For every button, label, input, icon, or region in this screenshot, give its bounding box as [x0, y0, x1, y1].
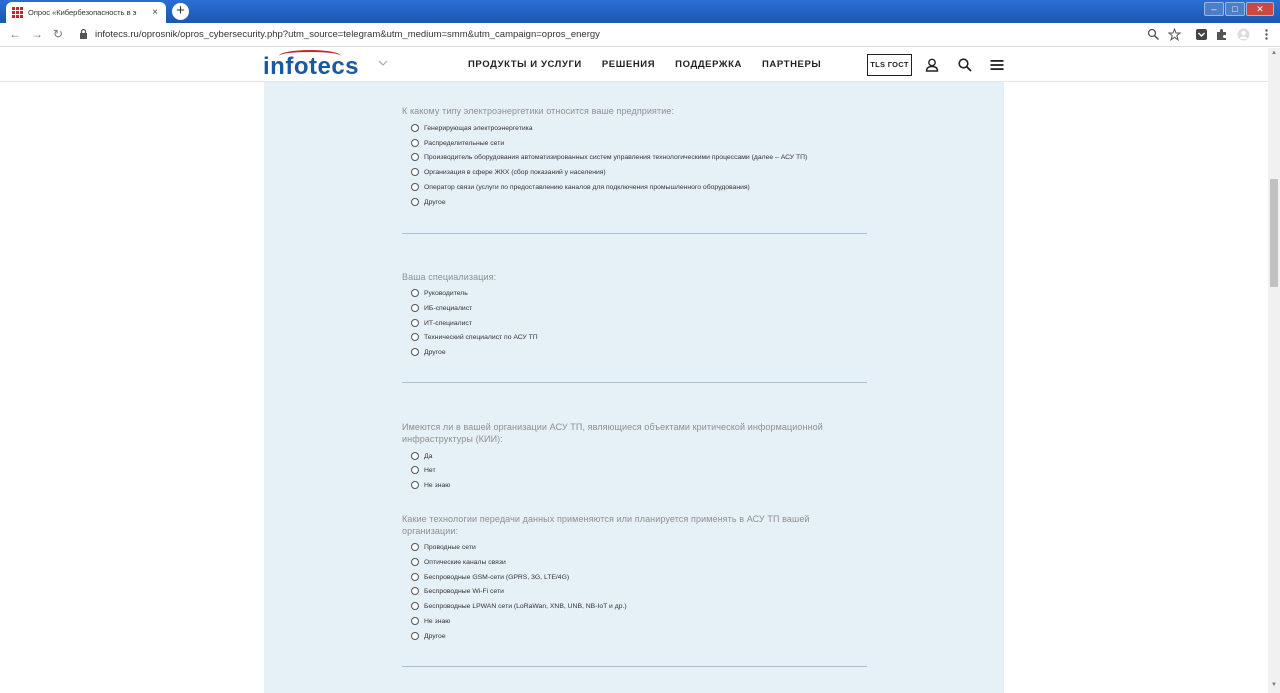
option-row[interactable]: [411, 289, 468, 297]
option-label: Не знаю: [424, 481, 451, 489]
option-label: Распределительные сети: [424, 139, 505, 147]
main-nav: [468, 59, 821, 70]
browser-toolbar: [0, 23, 1280, 47]
radio-button[interactable]: [411, 333, 419, 341]
radio-button[interactable]: [411, 348, 419, 356]
radio-button[interactable]: [411, 543, 419, 551]
section-divider: [402, 233, 867, 234]
question-enterprise-type: К какому типу электроэнергетики относится ваше предприятие:: [402, 106, 675, 116]
option-row[interactable]: [411, 587, 504, 595]
lock-icon[interactable]: [79, 29, 88, 39]
option-label: Другое: [424, 348, 446, 356]
user-account-icon[interactable]: [924, 57, 940, 73]
nav-item-solutions[interactable]: РЕШЕНИЯ: [601, 59, 656, 70]
nav-item-partners[interactable]: ПАРТНЕРЫ: [761, 59, 822, 70]
option-label: Технический специалист по АСУ ТП: [424, 333, 538, 341]
option-row[interactable]: [411, 124, 533, 132]
page-scrollbar[interactable]: [1268, 48, 1280, 693]
radio-button[interactable]: [411, 617, 419, 625]
option-row[interactable]: [411, 348, 446, 356]
radio-button[interactable]: [411, 602, 419, 610]
radio-button[interactable]: [411, 319, 419, 327]
profile-avatar-icon[interactable]: [1237, 28, 1250, 41]
radio-button[interactable]: [411, 452, 419, 460]
section-divider: [402, 382, 867, 383]
radio-button[interactable]: [411, 304, 419, 312]
option-row[interactable]: [411, 304, 472, 312]
option-label: Другое: [424, 632, 446, 640]
nav-item-products[interactable]: ПРОДУКТЫ И УСЛУГИ: [468, 59, 582, 70]
option-row[interactable]: [411, 466, 436, 474]
option-row[interactable]: [411, 602, 627, 610]
radio-button[interactable]: [411, 573, 419, 581]
scroll-up-icon[interactable]: ▲: [1271, 50, 1277, 56]
nav-item-support[interactable]: ПОДДЕРЖКА: [675, 59, 742, 70]
zoom-icon[interactable]: [1147, 28, 1160, 41]
address-bar[interactable]: infotecs.ru/oprosnik/opros_cybersecurity.php?utm_source=telegram&utm_medium=smm&utm_campaign=opros_energy: [95, 29, 600, 40]
radio-button[interactable]: [411, 466, 419, 474]
question-line: Имеются ли в вашей организации АСУ ТП, являющиеся объектами критической информационной: [402, 422, 823, 432]
browser-menu-icon[interactable]: [1260, 28, 1273, 41]
option-row[interactable]: [411, 573, 569, 581]
radio-button[interactable]: [411, 153, 419, 161]
forward-button[interactable]: →: [31, 27, 43, 41]
option-label: Другое: [424, 198, 446, 206]
scrollbar-thumb[interactable]: [1270, 179, 1278, 287]
option-row[interactable]: [411, 452, 432, 460]
hamburger-menu-icon[interactable]: [989, 57, 1005, 73]
question-line: инфраструктуры (КИИ):: [402, 434, 503, 444]
extension-pocket-icon[interactable]: [1195, 28, 1208, 41]
tab-close-icon[interactable]: ×: [152, 7, 158, 18]
radio-button[interactable]: [411, 289, 419, 297]
close-window-button[interactable]: ✕: [1246, 2, 1274, 16]
minimize-button[interactable]: –: [1204, 2, 1224, 16]
option-row[interactable]: [411, 617, 450, 625]
option-row[interactable]: [411, 139, 504, 147]
option-label: Беспроводные Wi-Fi сети: [424, 587, 504, 595]
radio-button[interactable]: [411, 481, 419, 489]
radio-button[interactable]: [411, 124, 419, 132]
option-label: Оптические каналы связи: [424, 558, 506, 566]
window-controls: [1204, 2, 1274, 16]
question-data-transfer-tech: [402, 513, 872, 537]
question-line: организации:: [402, 526, 459, 536]
radio-button[interactable]: [411, 558, 419, 566]
survey-panel: [264, 82, 1004, 693]
option-label: Проводные сети: [424, 543, 476, 551]
question-specialization: Ваша специализация:: [402, 272, 497, 282]
option-row[interactable]: [411, 481, 450, 489]
option-label: Оператор связи (услуги по предоставлению каналов для подключения промышленного оборудования): [424, 183, 750, 191]
option-label: Нет: [424, 466, 436, 474]
bookmark-star-icon[interactable]: [1168, 28, 1181, 41]
scroll-down-icon[interactable]: ▼: [1271, 682, 1277, 688]
infotecs-logo[interactable]: infotecs: [263, 53, 360, 80]
option-label: Производитель оборудования автоматизированных систем управления технологическими процессами (далее – АСУ ТП): [424, 153, 808, 161]
infotecs-favicon-icon: [12, 7, 23, 18]
tab-title: Опрос «Кибербезопасность в э: [28, 8, 137, 17]
option-row[interactable]: [411, 632, 446, 640]
radio-button[interactable]: [411, 168, 419, 176]
question-kii: [402, 421, 872, 445]
option-label: ИТ-специалист: [424, 319, 472, 327]
radio-button[interactable]: [411, 198, 419, 206]
maximize-button[interactable]: □: [1225, 2, 1245, 16]
radio-button[interactable]: [411, 183, 419, 191]
option-label: Руководитель: [424, 289, 468, 297]
option-row[interactable]: [411, 168, 606, 176]
browser-title-bar: [0, 0, 1280, 23]
option-row[interactable]: [411, 333, 538, 341]
chevron-down-icon[interactable]: [378, 59, 388, 67]
extensions-puzzle-icon[interactable]: [1215, 28, 1228, 41]
option-label: Беспроводные LPWAN сети (LoRaWan, XNB, UNB, NB-IoT и др.): [424, 602, 627, 610]
search-icon[interactable]: [957, 57, 973, 73]
option-row[interactable]: [411, 543, 476, 551]
option-row[interactable]: [411, 183, 750, 191]
option-label: Беспроводные GSM-сети (GPRS, 3G, LTE/4G): [424, 573, 570, 581]
radio-button[interactable]: [411, 632, 419, 640]
option-label: Да: [424, 452, 433, 460]
radio-button[interactable]: [411, 139, 419, 147]
option-label: Не знаю: [424, 617, 451, 625]
question-line: Какие технологии передачи данных применяются или планируется применять в АСУ ТП вашей: [402, 514, 810, 524]
back-button[interactable]: ←: [9, 27, 21, 41]
reload-button[interactable]: ↻: [52, 27, 64, 41]
option-label: Организация в сфере ЖКХ (сбор показаний у населения): [424, 168, 606, 176]
option-row[interactable]: [411, 198, 446, 206]
option-label: Генерирующая электроэнергетика: [424, 124, 533, 132]
option-label: ИБ-специалист: [424, 304, 473, 312]
new-tab-button[interactable]: +: [172, 3, 189, 20]
option-row[interactable]: [411, 558, 506, 566]
section-divider: [402, 666, 867, 667]
option-row[interactable]: [411, 319, 472, 327]
tls-gost-button[interactable]: TLS ГОСТ: [867, 54, 912, 76]
site-header: [0, 48, 1280, 82]
browser-tab[interactable]: [6, 2, 166, 23]
option-row[interactable]: [411, 153, 807, 161]
radio-button[interactable]: [411, 587, 419, 595]
